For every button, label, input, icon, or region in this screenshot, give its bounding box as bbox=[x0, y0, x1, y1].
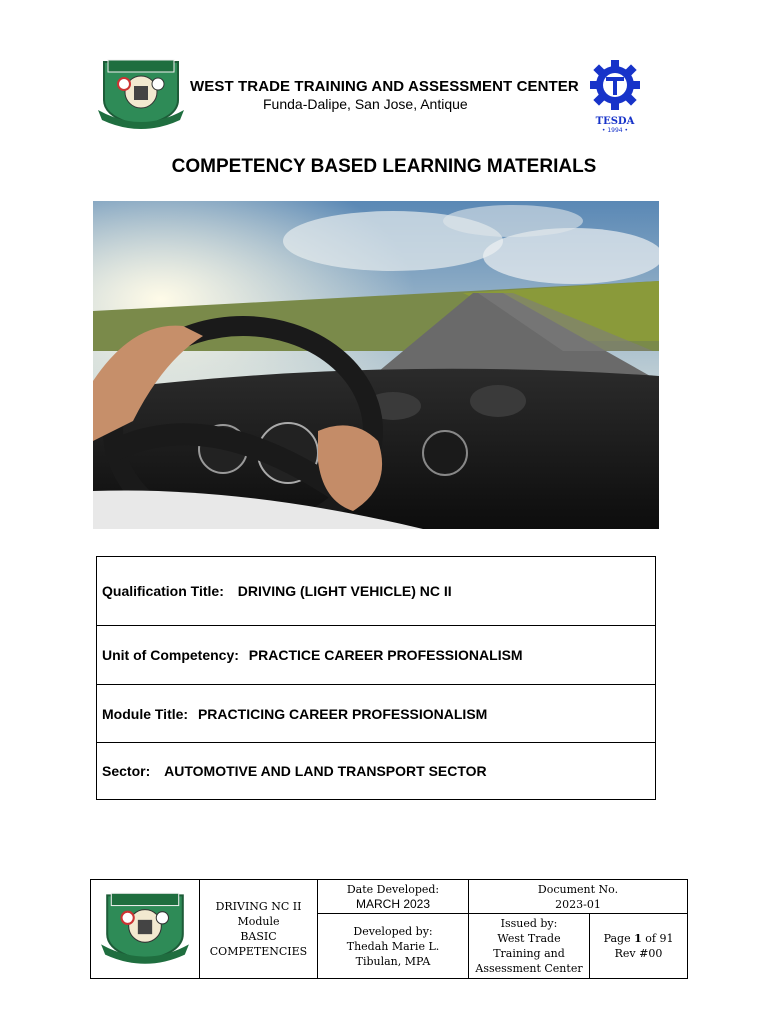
module-value: PRACTICING CAREER PROFESSIONALISM bbox=[197, 705, 488, 722]
info-row-unit bbox=[97, 626, 656, 685]
footer-docno-cell bbox=[469, 880, 688, 914]
footer-date-cell bbox=[318, 880, 469, 914]
west-trade-logo bbox=[94, 56, 188, 130]
footer-qualification-line: DRIVING NC II bbox=[215, 900, 302, 913]
issuer-line: Assessment Center bbox=[475, 962, 583, 975]
date-developed-value: MARCH 2023 bbox=[355, 896, 431, 911]
tesda-label: TESDA bbox=[595, 116, 635, 127]
footer-qualification-cell bbox=[200, 880, 318, 979]
footer-qualification-line: BASIC bbox=[240, 930, 277, 943]
developed-by-label: Developed by: bbox=[353, 924, 433, 938]
document-no-value: 2023-01 bbox=[555, 897, 601, 911]
date-developed-label: Date Developed: bbox=[346, 882, 440, 896]
issuer-line: West Trade bbox=[497, 932, 561, 945]
tesda-year: • 1994 • bbox=[601, 127, 629, 134]
info-row-sector bbox=[97, 743, 656, 800]
info-row-qualification bbox=[97, 557, 656, 626]
footer-developer-cell bbox=[318, 914, 469, 979]
cover-photo bbox=[93, 201, 659, 529]
sector-label: Sector: bbox=[102, 763, 151, 779]
document-title: COMPETENCY BASED LEARNING MATERIALS bbox=[171, 156, 597, 177]
footer-issuer-cell bbox=[469, 914, 590, 979]
sector-value: AUTOMOTIVE AND LAND TRANSPORT SECTOR bbox=[164, 763, 487, 779]
tesda-logo bbox=[586, 58, 644, 134]
module-label: Module Title: bbox=[102, 705, 189, 722]
footer-table bbox=[90, 879, 688, 979]
footer-west-trade-logo bbox=[97, 882, 193, 972]
page-total: of 91 bbox=[645, 932, 674, 945]
revision: Rev #00 bbox=[614, 947, 663, 960]
issuer-line: Training and bbox=[493, 947, 565, 960]
qualification-value: DRIVING (LIGHT VEHICLE) NC II bbox=[237, 583, 452, 599]
footer-logo-cell bbox=[91, 880, 200, 979]
footer-page-cell bbox=[590, 914, 688, 979]
footer-qualification-line: COMPETENCIES bbox=[209, 945, 308, 958]
center-address: Funda-Dalipe, San Jose, Antique bbox=[263, 96, 468, 112]
page-number: 1 bbox=[634, 932, 642, 945]
page-word: Page bbox=[603, 932, 631, 945]
info-table bbox=[96, 556, 656, 800]
qualification-label: Qualification Title: bbox=[102, 583, 224, 599]
document-no-label: Document No. bbox=[537, 882, 619, 896]
issued-by-label: Issued by: bbox=[500, 917, 558, 930]
unit-value: PRACTICE CAREER PROFESSIONALISM bbox=[248, 647, 523, 663]
unit-label: Unit of Competency: bbox=[102, 647, 239, 663]
info-row-module bbox=[97, 685, 656, 743]
developer-name-line: Thedah Marie L. bbox=[346, 939, 440, 953]
center-name: WEST TRADE TRAINING AND ASSESSMENT CENTER bbox=[190, 78, 579, 95]
footer-qualification-line: Module bbox=[237, 915, 280, 928]
developer-name-line: Tibulan, MPA bbox=[355, 954, 431, 968]
